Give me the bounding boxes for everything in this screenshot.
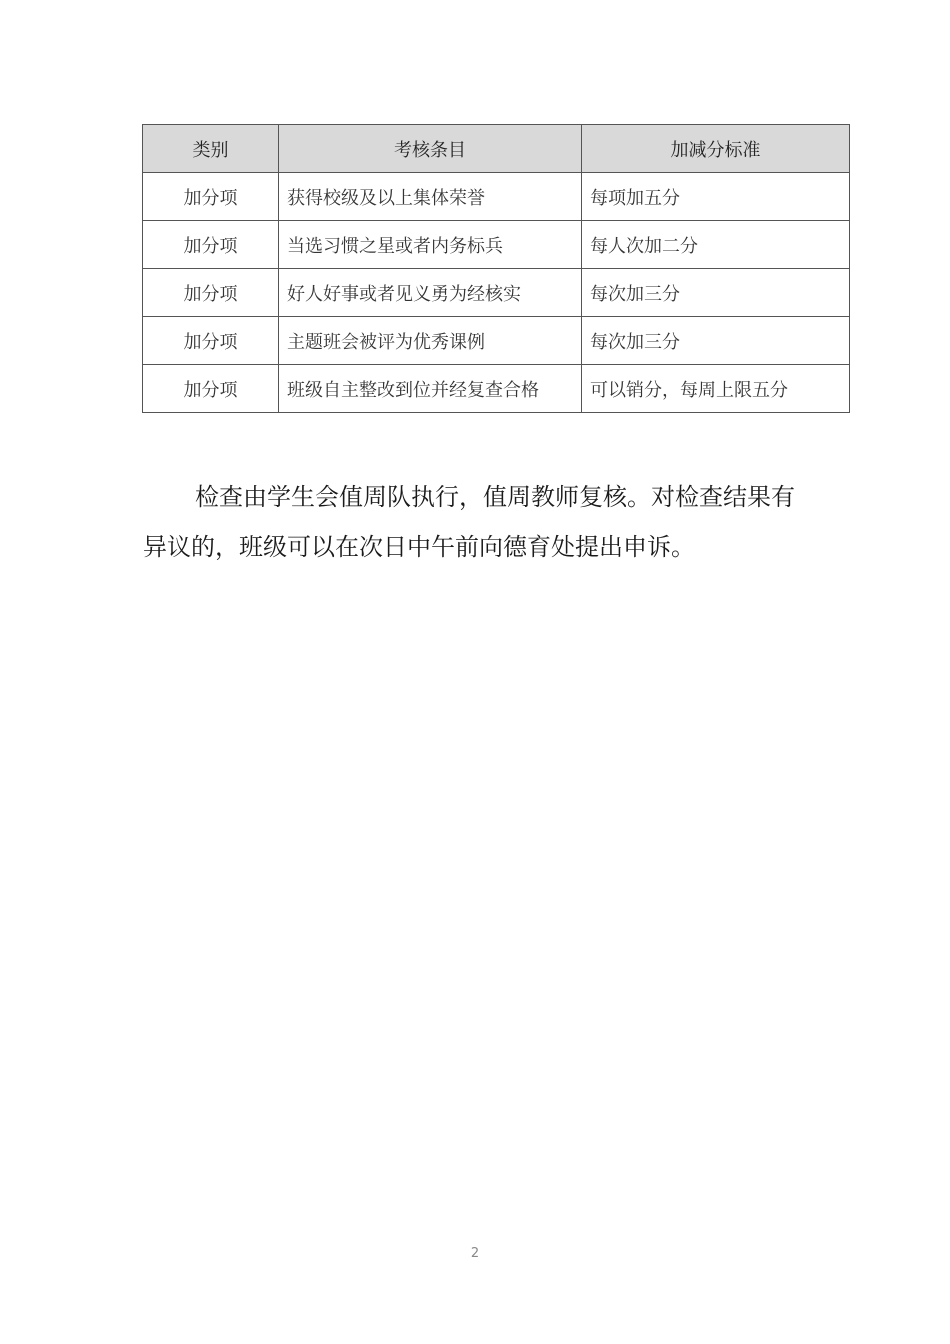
row-item: 当选习惯之星或者内务标兵 bbox=[279, 221, 582, 269]
row-item: 主题班会被评为优秀课例 bbox=[279, 317, 582, 365]
header-item: 考核条目 bbox=[279, 125, 582, 173]
row-standard: 每人次加二分 bbox=[582, 221, 850, 269]
table-row bbox=[143, 317, 850, 365]
table-row bbox=[143, 221, 850, 269]
row-standard: 每次加三分 bbox=[582, 269, 850, 317]
row-category: 加分项 bbox=[143, 269, 279, 317]
row-category: 加分项 bbox=[143, 173, 279, 221]
body-paragraph: 检查由学生会值周队执行，值周教师复核。对检查结果有异议的，班级可以在次日中午前向德育处提出申诉。 bbox=[143, 483, 795, 561]
header-category: 类别 bbox=[143, 125, 279, 173]
row-category: 加分项 bbox=[143, 317, 279, 365]
row-item: 班级自主整改到位并经复查合格 bbox=[279, 365, 582, 413]
table-row bbox=[143, 365, 850, 413]
row-standard: 每项加五分 bbox=[582, 173, 850, 221]
row-category: 加分项 bbox=[143, 365, 279, 413]
row-standard: 每次加三分 bbox=[582, 317, 850, 365]
table-header-row bbox=[143, 125, 850, 173]
header-standard: 加减分标准 bbox=[582, 125, 850, 173]
row-item: 获得校级及以上集体荣誉 bbox=[279, 173, 582, 221]
page-number: 2 bbox=[470, 1246, 480, 1261]
table-row bbox=[143, 173, 850, 221]
row-category: 加分项 bbox=[143, 221, 279, 269]
scoring-table bbox=[142, 124, 850, 413]
table-row bbox=[143, 269, 850, 317]
row-item: 好人好事或者见义勇为经核实 bbox=[279, 269, 582, 317]
row-standard: 可以销分，每周上限五分 bbox=[582, 365, 850, 413]
